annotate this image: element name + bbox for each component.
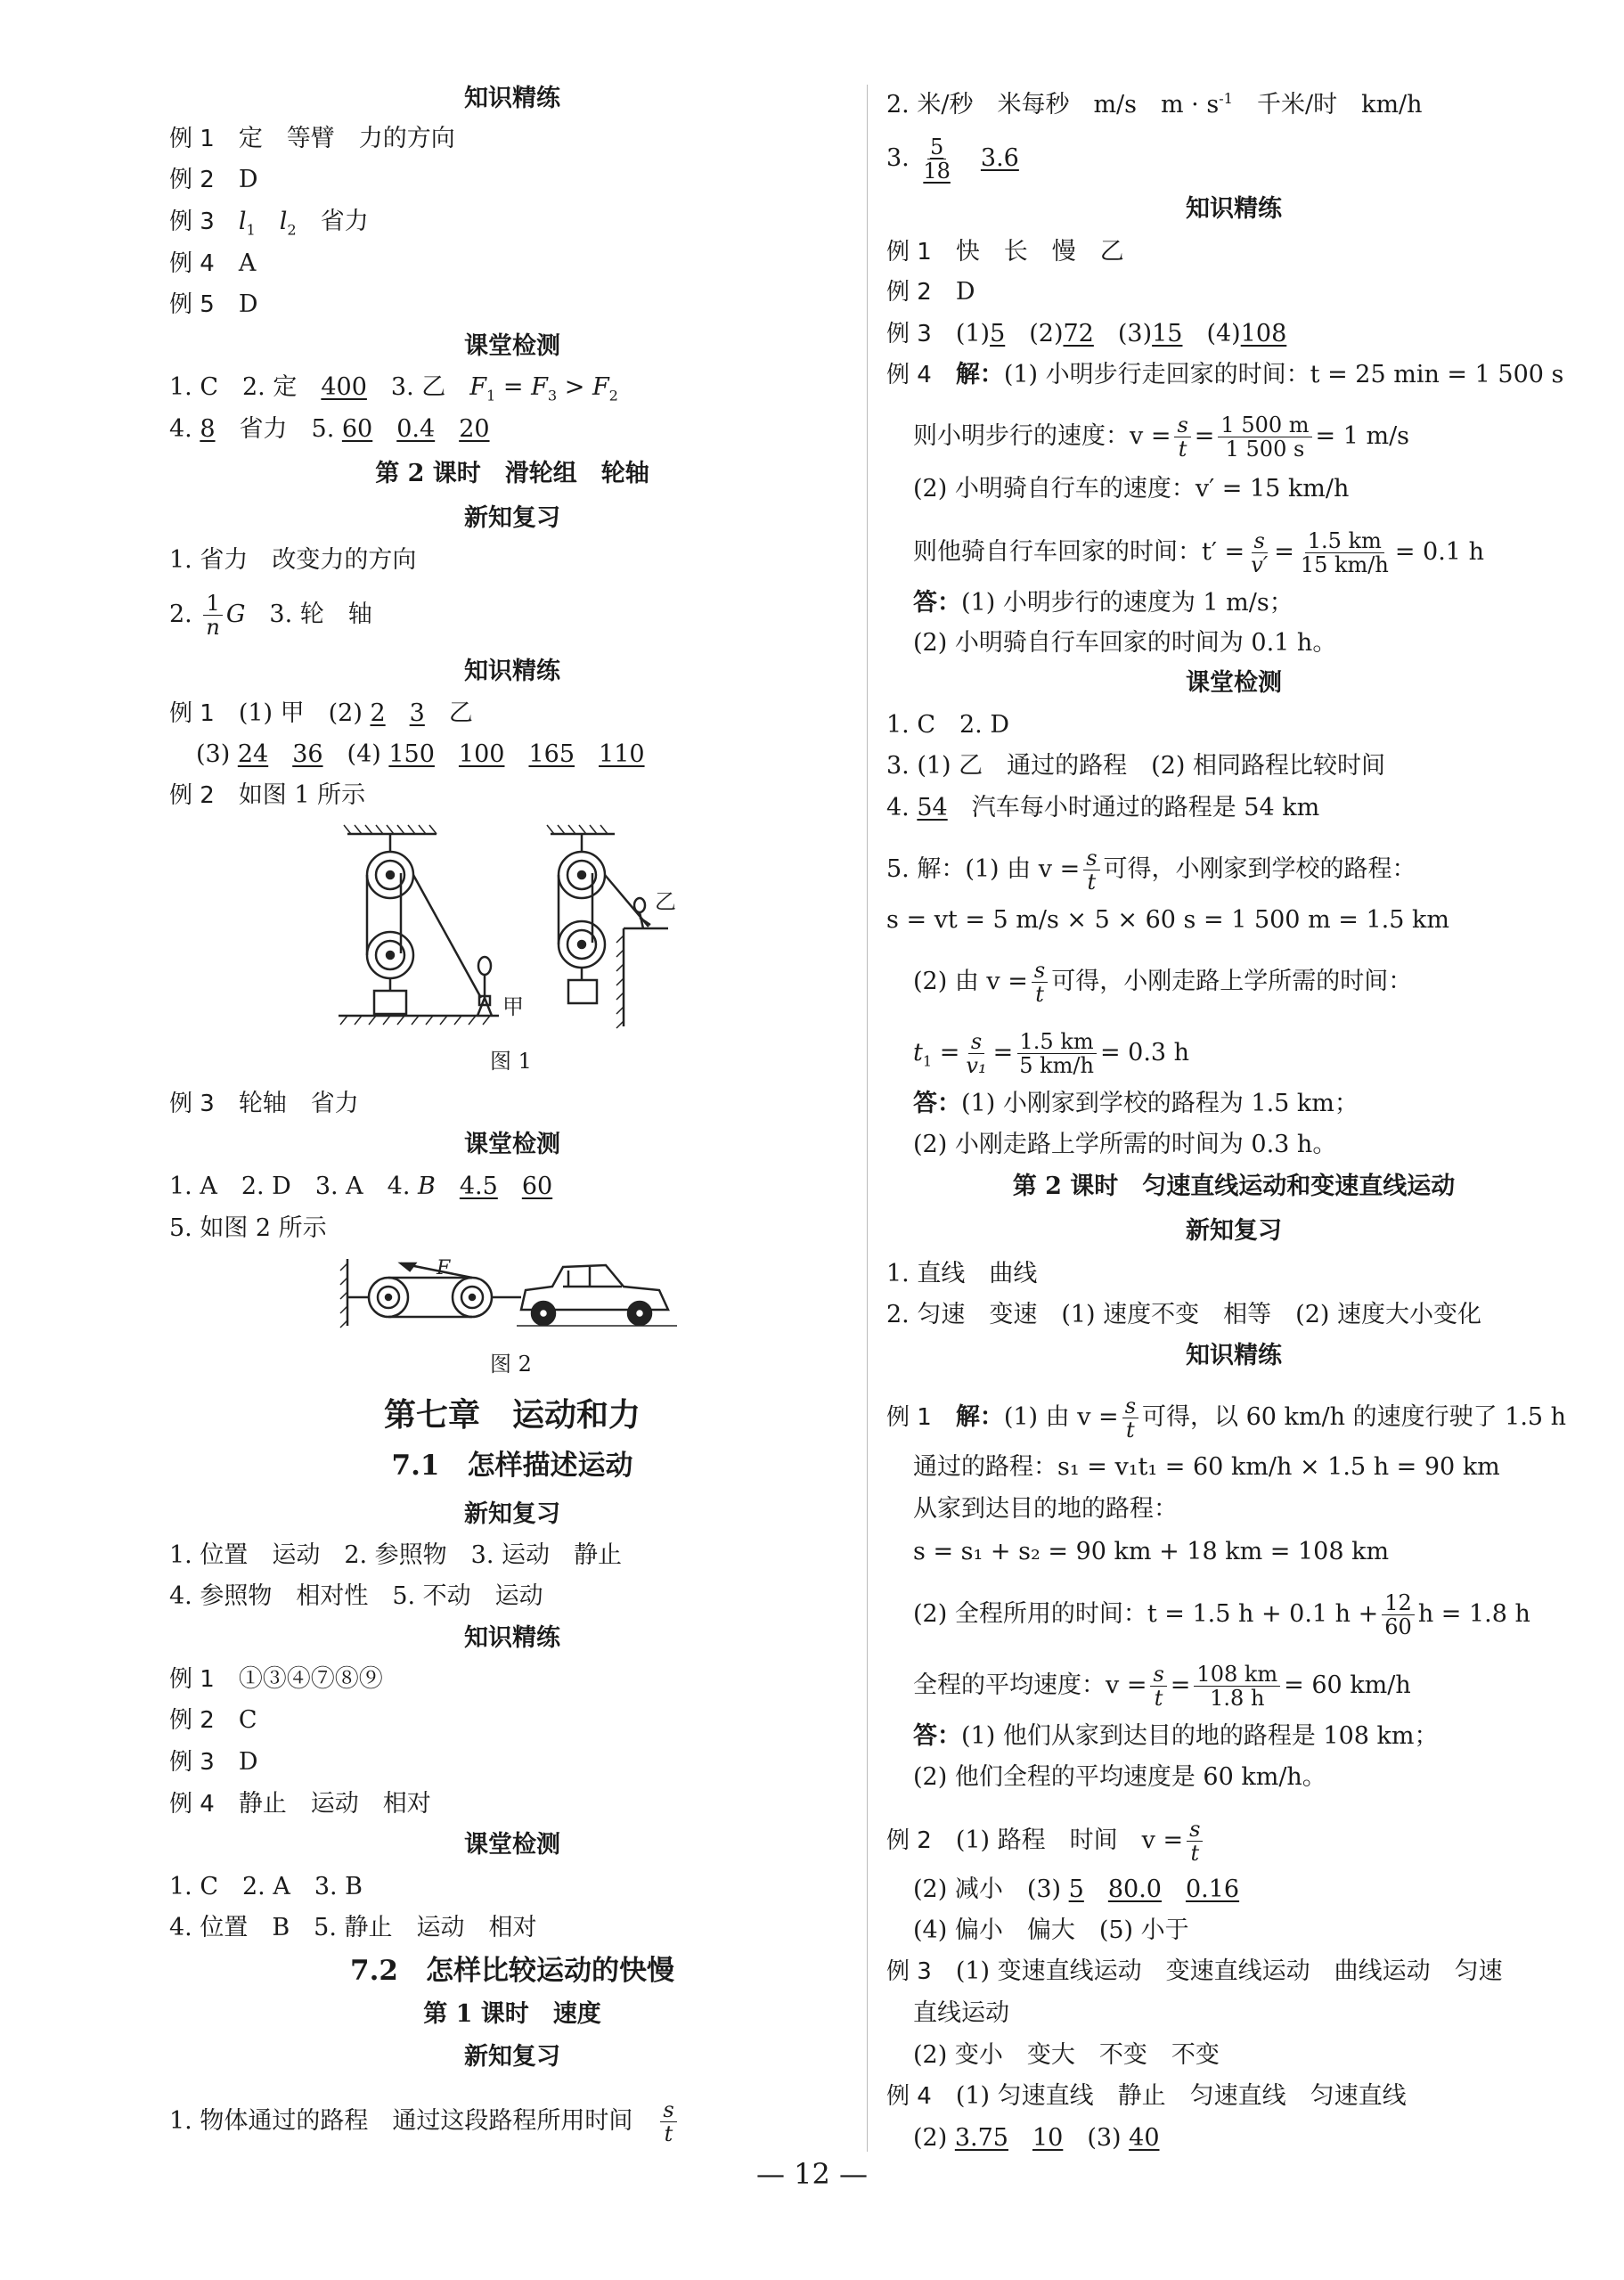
answer-line: 4. 参照物 相对性 5. 不动 运动 — [169, 1582, 543, 1610]
fraction: $\frac{s}{t}$ — [1032, 959, 1048, 1006]
answer-line: 例 3 轮轴 省力 — [169, 1090, 359, 1117]
label-jia: 甲 — [502, 994, 524, 1019]
answer-line: 例 4 A — [169, 249, 257, 277]
section-title: 7.1 怎样描述运动 — [391, 1450, 633, 1482]
answer-line: 1. 直线 曲线 — [886, 1260, 1038, 1287]
fraction: $\frac{s}{t}$ — [1083, 846, 1099, 894]
answer-line: (2) 3.75 10 (3) 40 — [913, 2124, 1160, 2152]
answer-line: (2) 减小 (3) 5 80.0 0.16 — [913, 1875, 1240, 1903]
answer-line: 5. 解：(1) 由 v = $\frac{s}{t}$ 可得，小刚家到学校的路程： — [886, 846, 1416, 895]
heading-zhishi: 知识精练 — [464, 658, 560, 685]
figure-2-caption: 图 2 — [490, 1352, 532, 1377]
person-head — [478, 957, 491, 975]
answer-line: 从家到达目的地的路程： — [913, 1495, 1178, 1523]
heading-xinzhi: 新知复习 — [464, 504, 560, 532]
answer-line: 例 1 解：(1) 由 v = $\frac{s}{t}$ 可得，以 60 km/h 的速度行驶了 1.5 h — [886, 1393, 1567, 1442]
answer-line: 例 3 (1) 变速直线运动 变速直线运动 曲线运动 匀速 — [886, 1957, 1503, 1985]
answer-line: (3) 24 36 (4) 150 100 165 110 — [196, 740, 645, 768]
answer-line: 全程的平均速度：v = $\frac{s}{t}$ = $\frac{108 km}{1.8 h}$ = 60 km/h — [913, 1662, 1411, 1711]
answer-line: 例 3 (1)5 (2)72 (3)15 (4)108 — [886, 320, 1287, 347]
answer-line: 答：(1) 小明步行的速度为 1 m/s； — [913, 589, 1293, 617]
answer-line: 例 2 (1) 路程 时间 v = $\frac{s}{t}$ — [886, 1818, 1206, 1865]
heading-ketang: 课堂检测 — [464, 1131, 560, 1158]
fraction: $\frac{s}{t}$ — [1122, 1394, 1138, 1442]
answer-line: 例 4 静止 运动 相对 — [169, 1790, 431, 1818]
fraction: $\frac{1 500 m}{1 500 s}$ — [1218, 413, 1311, 461]
answer-line: 1. 省力 改变力的方向 — [169, 546, 417, 574]
answer-line: 4. 8 省力 5. 60 0.4 20 — [169, 415, 490, 443]
answer-line: 1. C 2. A 3. B — [169, 1873, 363, 1900]
answer-line: 例 1 快 长 慢 乙 — [886, 238, 1124, 266]
heading-xinzhi: 新知复习 — [464, 2043, 560, 2071]
answer-line: (2) 小刚走路上学所需的时间为 0.3 h。 — [913, 1131, 1337, 1158]
answer-line: 3. (1) 乙 通过的路程 (2) 相同路程比较时间 — [886, 752, 1385, 780]
page-number: — 12 — — [755, 2157, 869, 2191]
answer-line: (2) 小明骑自行车回家的时间为 0.1 h。 — [913, 629, 1337, 657]
answer-line: 例 5 D — [169, 290, 258, 318]
heading-zhishi: 知识精练 — [464, 85, 560, 112]
fraction: $\frac{1.5 km}{15 km/h}$ — [1300, 528, 1389, 577]
fraction: $\frac{s}{v'}$ — [1251, 528, 1269, 577]
fraction: $\frac{s}{t}$ — [1150, 1663, 1166, 1710]
answer-line: 通过的路程：s₁ = v₁t₁ = 60 km/h × 1.5 h = 90 km — [913, 1453, 1500, 1481]
chapter-title: 第七章 运动和力 — [383, 1396, 641, 1434]
heading-zhishi: 知识精练 — [1186, 195, 1282, 223]
answer-line: 2. $\frac{1}{n}$ G 3. 轮 轴 — [169, 591, 372, 640]
lesson-heading: 第 1 课时 速度 — [423, 2000, 601, 2028]
answer-line: (2) 他们全程的平均速度是 60 km/h。 — [913, 1763, 1326, 1791]
answer-line: 答：(1) 小刚家到学校的路程为 1.5 km； — [913, 1090, 1359, 1117]
answer-line: 例 1 ①③④⑦⑧⑨ — [169, 1665, 383, 1693]
section-title: 7.2 怎样比较运动的快慢 — [350, 1955, 674, 1987]
force-label: F — [437, 1257, 451, 1279]
answer-line: (4) 偏小 偏大 (5) 小于 — [913, 1916, 1189, 1944]
fraction: $\frac{s}{t}$ — [1187, 1818, 1203, 1865]
answer-line: 1. C 2. 定 400 3. 乙 $F_1 = F_3 > F_2$ — [169, 373, 618, 405]
heading-zhishi: 知识精练 — [1186, 1342, 1282, 1369]
heading-ketang: 课堂检测 — [1186, 669, 1282, 697]
fraction: $\frac{1.5 km}{5 km/h}$ — [1016, 1030, 1097, 1077]
lesson-heading: 第 2 课时 匀速直线运动和变速直线运动 — [1012, 1173, 1456, 1200]
answer-line: 例 1 定 等臂 力的方向 — [169, 125, 455, 152]
answer-line: 例 1 (1) 甲 (2) 2 3 乙 — [169, 699, 473, 727]
fraction: $\frac{108 km}{1.8 h}$ — [1194, 1663, 1280, 1710]
answer-line: 则他骑自行车回家的时间：t′ = $\frac{s}{v'}$ = $\frac{1.5 km}{15 km/h}$ = 0.1 h — [913, 528, 1484, 577]
answer-line: 2. 米/秒 米每秒 m/s $m \cdot s^{-1}$ 千米/时 km/h — [886, 90, 1423, 118]
load-box — [374, 991, 406, 1014]
column-divider — [867, 85, 868, 2152]
figure-1-pulleys — [312, 820, 757, 1034]
heading-ketang: 课堂检测 — [464, 1831, 560, 1859]
answer-line: 例 2 D — [886, 278, 975, 306]
answer-line: 3. $\frac{5}{18}$ 3.6 — [886, 135, 1019, 184]
heading-xinzhi: 新知复习 — [464, 1500, 560, 1528]
answer-line: s = s₁ + s₂ = 90 km + 18 km = 108 km — [913, 1538, 1390, 1565]
fraction: $\frac{5}{18}$ — [923, 135, 951, 184]
answer-line: 4. 位置 B 5. 静止 运动 相对 — [169, 1914, 537, 1941]
answer-line: 答：(1) 他们从家到达目的地的路程是 108 km； — [913, 1722, 1439, 1750]
answer-line: 则小明步行的速度：v = $\frac{s}{t}$ = $\frac{1 500 m}{1 500 s}$ = 1 m/s — [913, 413, 1410, 462]
answer-line: 1. 位置 运动 2. 参照物 3. 运动 静止 — [169, 1541, 623, 1569]
heading-zhishi: 知识精练 — [464, 1624, 560, 1652]
answer-line: s = vt = 5 m/s × 5 × 60 s = 1 500 m = 1.5 km — [886, 906, 1449, 934]
answer-line: (2) 变小 变大 不变 不变 — [913, 2041, 1220, 2069]
answer-line: 例 2 D — [169, 166, 258, 193]
answer-line: 例 3 $l_1$ $l_2$ 省力 — [169, 208, 369, 239]
fraction: $\frac{s}{t}$ — [1174, 413, 1190, 461]
fraction: $\frac{s}{\text{v₁}}$ — [966, 1029, 987, 1078]
fraction: $\frac{s}{t}$ — [660, 2098, 676, 2145]
answer-line: (2) 由 v = $\frac{s}{t}$ 可得，小刚走路上学所需的时间： — [913, 958, 1413, 1007]
answer-line: (2) 全程所用的时间：t = 1.5 h + 0.1 h + $\frac{12}{60}$ h = 1.8 h — [913, 1590, 1530, 1639]
label-yi: 乙 — [655, 889, 676, 914]
figure-2-car-pulley — [339, 1254, 695, 1335]
answer-line: 例 2 如图 1 所示 — [169, 781, 366, 809]
heading-ketang: 课堂检测 — [464, 332, 560, 360]
answer-line: (2) 小明骑自行车的速度：v′ = 15 km/h — [913, 475, 1350, 503]
answer-line: $t_1$ = $\frac{s}{\text{v₁}}$ = $\frac{1.5 km}{5 km/h}$ = 0.3 h — [913, 1029, 1190, 1078]
fraction: $\frac{12}{60}$ — [1382, 1591, 1415, 1638]
answer-line: 例 3 D — [169, 1748, 258, 1776]
lesson-heading: 第 2 课时 滑轮组 轮轴 — [375, 460, 649, 487]
answer-line: 1. A 2. D 3. A 4. B 4.5 60 — [169, 1173, 553, 1200]
answer-line: 例 4 解：(1) 小明步行走回家的时间：t = 25 min = 1 500 s — [886, 361, 1564, 388]
load-box — [568, 980, 597, 1003]
answer-line: 5. 如图 2 所示 — [169, 1214, 327, 1242]
figure-1-caption: 图 1 — [490, 1049, 532, 1074]
answer-line: 4. 54 汽车每小时通过的路程是 54 km — [886, 794, 1320, 821]
answer-line: 例 2 C — [169, 1706, 257, 1734]
fraction: $\frac{1}{n}$ — [203, 592, 222, 639]
heading-xinzhi: 新知复习 — [1186, 1217, 1282, 1245]
answer-line: 例 4 (1) 匀速直线 静止 匀速直线 匀速直线 — [886, 2082, 1407, 2110]
answer-line: 2. 匀速 变速 (1) 速度不变 相等 (2) 速度大小变化 — [886, 1301, 1481, 1328]
answer-line: 直线运动 — [913, 1999, 1009, 2027]
answer-line: 1. 物体通过的路程 通过这段路程所用时间 $\frac{s}{t}$ — [169, 2098, 681, 2145]
answer-line: 1. C 2. D — [886, 711, 1009, 739]
